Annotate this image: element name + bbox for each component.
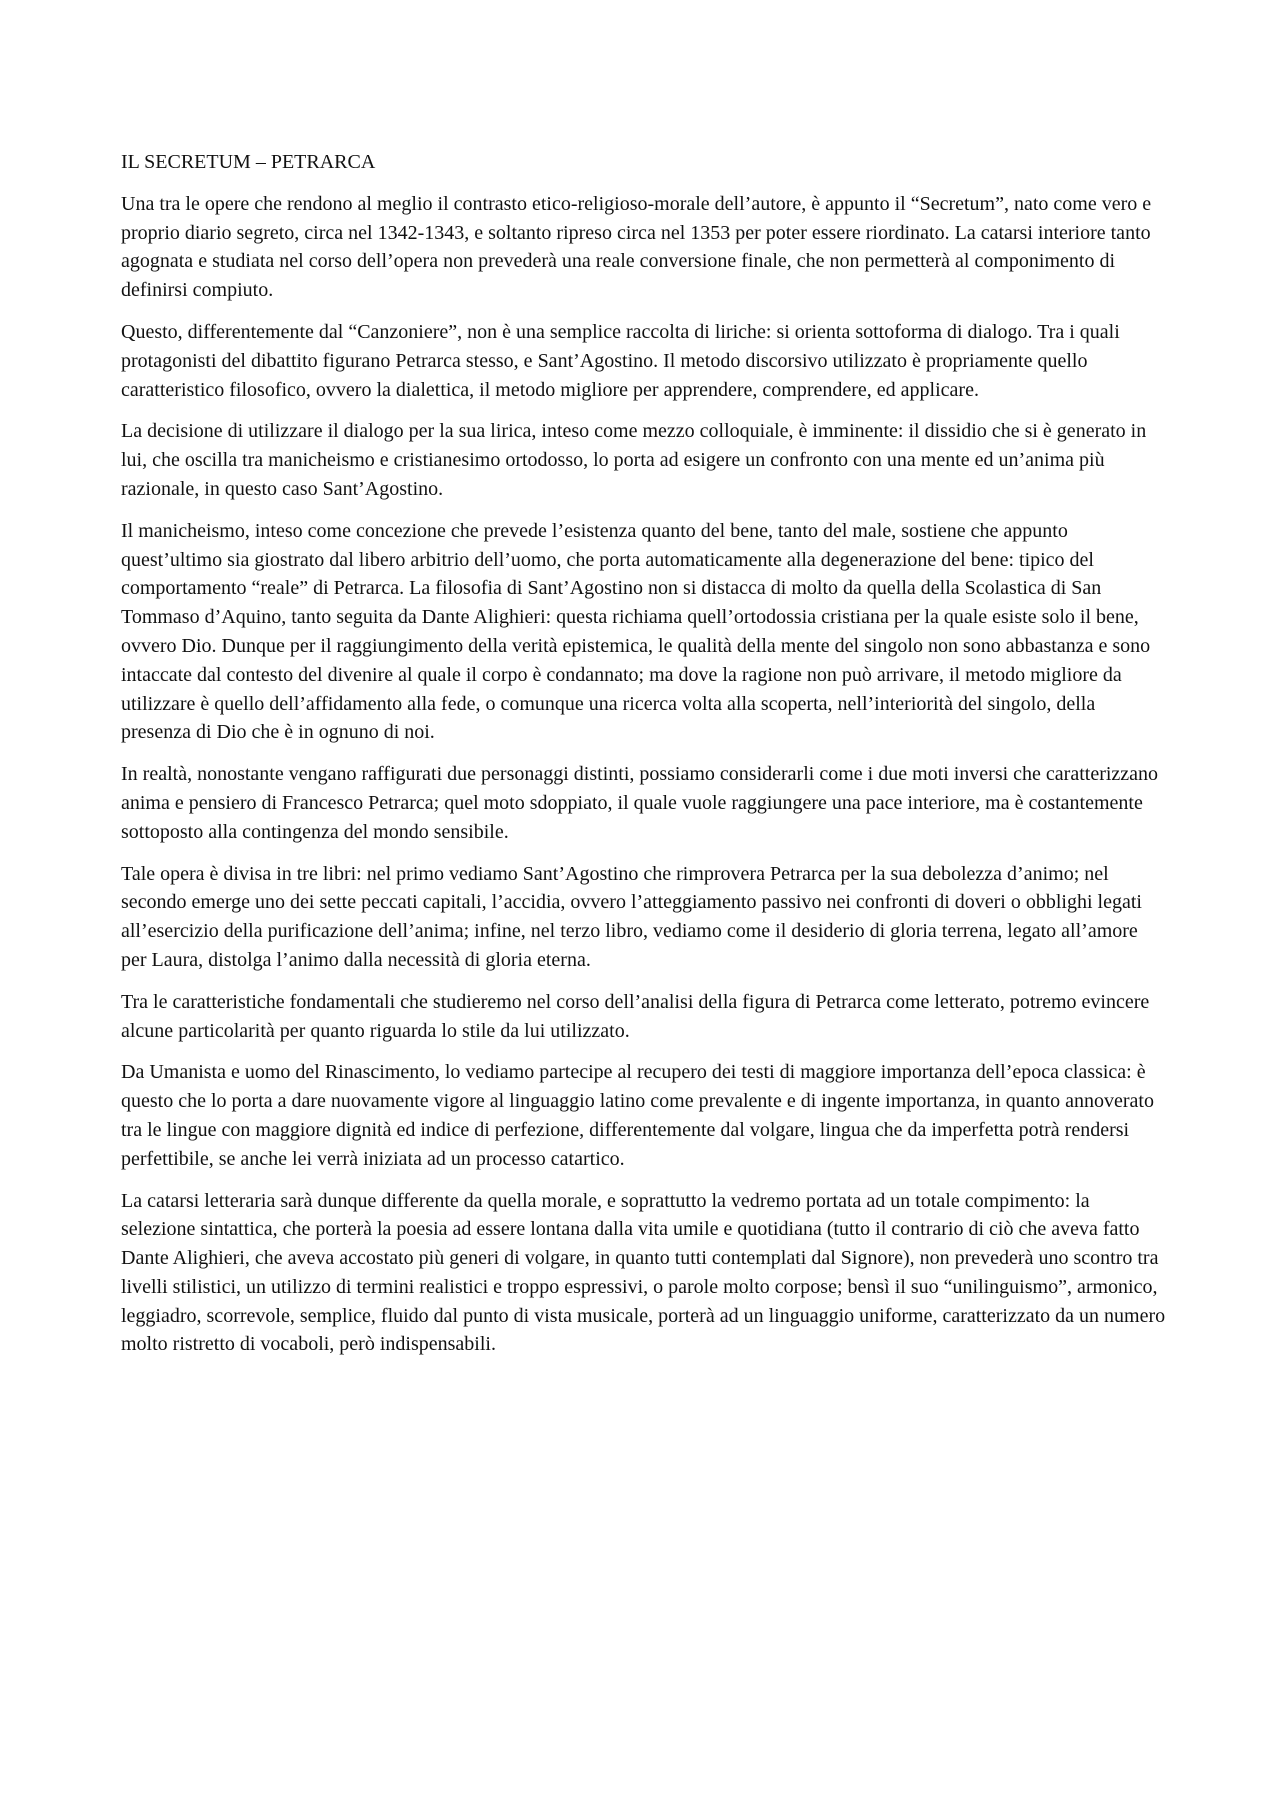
paragraph-1: Una tra le opere che rendono al meglio il contrasto etico-religioso-morale dell’autore, è appunto il “Secretum”, nato come vero e proprio diario segreto, circa nel 1342-1343, e soltanto ripreso circa nel 1353 per poter essere riordinato. La catarsi interiore tanto agognata e studiata nel corso dell’opera non prevederà una reale conversione finale, che non permetterà al componimento di definirsi compiuto. bbox=[121, 192, 1152, 302]
paragraph-9: La catarsi letteraria sarà dunque differente da quella morale, e soprattutto la vedremo portata ad un totale compimento: la selezione sintattica, che porterà la poesia ad essere lontana dalla vita umile e quotidiana (tutto il contrario di ciò che aveva fatto Dante Alighieri, che aveva accostato più generi di volgare, in quanto tutti contemplati dal Signore), non prevederà uno scontro tra livelli stilistici, un utilizzo di termini realistici e troppo espressivi, o parole molto corpose; bensì il suo “unilinguismo”, armonico, leggiadro, scorrevole, semplice, fluido dal punto di vista musicale, porterà ad un linguaggio uniforme, caratterizzato da un numero molto ristretto di vocaboli, però indispensabili. bbox=[121, 1189, 1166, 1356]
paragraph-6: Tale opera è divisa in tre libri: nel primo vediamo Sant’Agostino che rimprovera Petrarca per la sua debolezza d’animo; nel secondo emerge uno dei sette peccati capitali, l’accidia, ovvero l’atteggiamento passivo nei confronti di doveri o obblighi legati all’esercizio della purificazione dell’anima; infine, nel terzo libro, vediamo come il desiderio di gloria terrena, legato all’amore per Laura, distolga l’animo dalla necessità di gloria eterna. bbox=[121, 862, 1142, 971]
paragraph-5: In realtà, nonostante vengano raffigurati due personaggi distinti, possiamo considerarli come i due moti inversi che caratterizzano anima e pensiero di Francesco Petrarca; quel moto sdoppiato, il quale vuole raggiungere una pace interiore, ma è costantemente sottoposto alla contingenza del mondo sensibile. bbox=[121, 763, 1159, 843]
paragraph-7: Tra le caratteristiche fondamentali che studieremo nel corso dell’analisi della figura di Petrarca come letterato, potremo evincere alcune particolarità per quanto riguarda lo stile da lui utilizzato. bbox=[121, 990, 1150, 1042]
paragraph-3: La decisione di utilizzare il dialogo per la sua lirica, inteso come mezzo colloquiale, è imminente: il dissidio che si è generato in lui, che oscilla tra manicheismo e cristianesimo ortodosso, lo porta ad esigere un confronto con una mente ed un’anima più razionale, in questo caso Sant’Agostino. bbox=[121, 420, 1147, 500]
document-body bbox=[121, 148, 1166, 1372]
paragraph-4: Il manicheismo, inteso come concezione che prevede l’esistenza quanto del bene, tanto del male, sostiene che appunto quest’ultimo sia giostrato dal libero arbitrio dell’uomo, che porta automaticamente alla degenerazione del bene: tipico del comportamento “reale” di Petrarca. La filosofia di Sant’Agostino non si distacca di molto da quella della Scolastica di San Tommaso d’Aquino, tanto seguita da Dante Alighieri: questa richiama quell’ortodossia cristiana per la quale esiste solo il bene, ovvero Dio. Dunque per il raggiungimento della verità epistemica, le qualità della mente del singolo non sono abbastanza e sono intaccate dal contesto del divenire al quale il corpo è condannato; ma dove la ragione non può arrivare, il metodo migliore da utilizzare è quello dell’affidamento alla fede, o comunque una ricerca volta alla scoperta, nell’interiorità del singolo, della presenza di Dio che è in ognuno di noi. bbox=[121, 519, 1151, 744]
paragraph-2: Questo, differentemente dal “Canzoniere”, non è una semplice raccolta di liriche: si orienta sottoforma di dialogo. Tra i quali protagonisti del dibattito figurano Petrarca stesso, e Sant’Agostino. Il metodo discorsivo utilizzato è propriamente quello caratteristico filosofico, ovvero la dialettica, il metodo migliore per apprendere, comprendere, ed applicare. bbox=[121, 320, 1120, 401]
paragraph-8: Da Umanista e uomo del Rinascimento, lo vediamo partecipe al recupero dei testi di maggiore importanza dell’epoca classica: è questo che lo porta a dare nuovamente vigore al linguaggio latino come prevalente e di ingente importanza, in quanto annoverato tra le lingue con maggiore dignità ed indice di perfezione, differentemente dal volgare, lingua che da imperfetta potrà rendersi perfettibile, se anche lei verrà iniziata ad un processo catartico. bbox=[121, 1061, 1154, 1170]
document-title: IL SECRETUM – PETRARCA bbox=[121, 151, 376, 173]
